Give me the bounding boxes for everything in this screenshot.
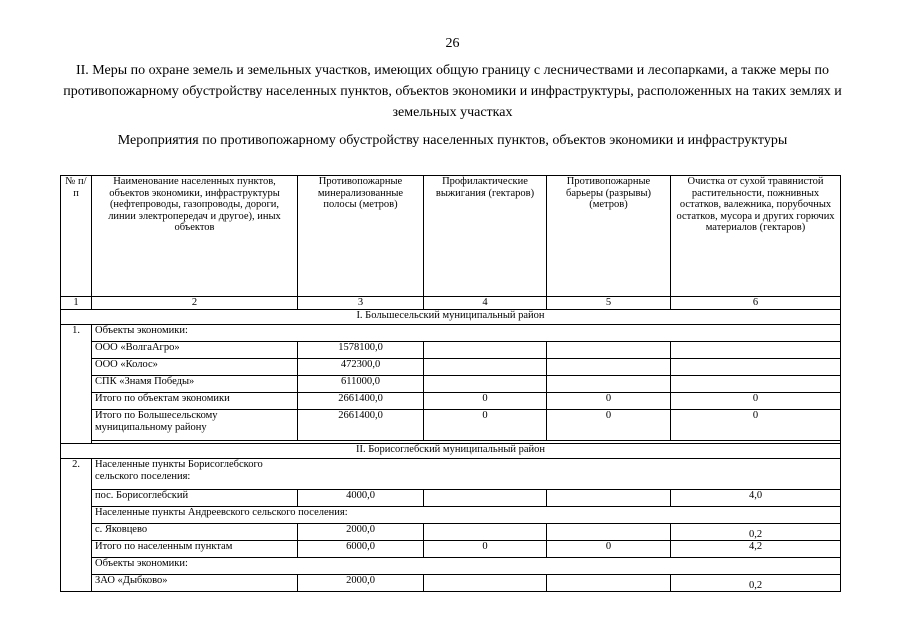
section-title-row bbox=[61, 310, 841, 325]
object-name: Итого по объектам экономики bbox=[92, 393, 298, 410]
cleanup-value: 4,0 bbox=[671, 490, 841, 507]
index-cell: 4 bbox=[424, 297, 547, 310]
burn-value bbox=[424, 524, 547, 541]
group-label: Населенные пункты Андреевского сельского поселения: bbox=[92, 507, 841, 524]
header-cell: № п/п bbox=[61, 176, 92, 297]
burn-value: 0 bbox=[424, 393, 547, 410]
cleanup-value bbox=[671, 342, 841, 359]
table-row bbox=[61, 575, 841, 592]
cleanup-value: 0,2 bbox=[671, 575, 841, 592]
table-row bbox=[61, 325, 841, 342]
burn-value bbox=[424, 359, 547, 376]
strip-value: 2000,0 bbox=[298, 524, 424, 541]
section-title-row bbox=[61, 444, 841, 459]
strip-value: 6000,0 bbox=[298, 541, 424, 558]
object-name: ЗАО «Дыбково» bbox=[92, 575, 298, 592]
burn-value: 0 bbox=[424, 410, 547, 441]
table-row bbox=[61, 524, 841, 541]
table-row bbox=[61, 558, 841, 575]
index-cell: 6 bbox=[671, 297, 841, 310]
barrier-value bbox=[547, 575, 671, 592]
cleanup-value bbox=[671, 376, 841, 393]
object-name: ООО «ВолгаАгро» bbox=[92, 342, 298, 359]
strip-value: 4000,0 bbox=[298, 490, 424, 507]
strip-value: 2661400,0 bbox=[298, 410, 424, 441]
header-row bbox=[61, 176, 841, 297]
section-title: I. Большесельский муниципальный район bbox=[61, 310, 841, 325]
header-cell: Противопожарные минерализованные полосы (метров) bbox=[298, 176, 424, 297]
table-row bbox=[61, 410, 841, 441]
cleanup-value: 4,2 bbox=[671, 541, 841, 558]
table-row bbox=[61, 507, 841, 524]
index-cell: 5 bbox=[547, 297, 671, 310]
header-cell: Очистка от сухой травянистой растительности, пожнивных остатков, валежника, порубочных остатков, мусора и других горючих материалов (гектаров) bbox=[671, 176, 841, 297]
header-cell: Профилактические выжигания (гектаров) bbox=[424, 176, 547, 297]
barrier-value: 0 bbox=[547, 410, 671, 441]
burn-value bbox=[424, 575, 547, 592]
index-cell: 2 bbox=[92, 297, 298, 310]
strip-value: 2661400,0 bbox=[298, 393, 424, 410]
barrier-value bbox=[547, 524, 671, 541]
barrier-value: 0 bbox=[547, 393, 671, 410]
cleanup-value bbox=[671, 359, 841, 376]
barrier-value: 0 bbox=[547, 541, 671, 558]
barrier-value bbox=[547, 376, 671, 393]
row-number: 1. bbox=[61, 325, 92, 444]
cleanup-value: 0,2 bbox=[671, 524, 841, 541]
table-row bbox=[61, 342, 841, 359]
burn-value: 0 bbox=[424, 541, 547, 558]
cleanup-value: 0 bbox=[671, 393, 841, 410]
measures-table bbox=[60, 175, 841, 592]
object-name: ООО «Колос» bbox=[92, 359, 298, 376]
barrier-value bbox=[547, 359, 671, 376]
index-cell: 1 bbox=[61, 297, 92, 310]
strip-value: 2000,0 bbox=[298, 575, 424, 592]
strip-value: 472300,0 bbox=[298, 359, 424, 376]
column-index-row bbox=[61, 297, 841, 310]
cleanup-value: 0 bbox=[671, 410, 841, 441]
header-cell: Противопожарные барьеры (разрывы) (метров) bbox=[547, 176, 671, 297]
row-number: 2. bbox=[61, 459, 92, 592]
table-row bbox=[61, 541, 841, 558]
object-name: пос. Борисоглебский bbox=[92, 490, 298, 507]
strip-value: 611000,0 bbox=[298, 376, 424, 393]
barrier-value bbox=[547, 342, 671, 359]
page-number: 26 bbox=[445, 36, 460, 51]
object-name: СПК «Знамя Победы» bbox=[92, 376, 298, 393]
table-row bbox=[61, 459, 841, 490]
table-caption: Мероприятия по противопожарному обустройству населенных пунктов, объектов экономики и инфраструктуры bbox=[117, 133, 788, 148]
object-name: с. Яковцево bbox=[92, 524, 298, 541]
table-row bbox=[61, 359, 841, 376]
burn-value bbox=[424, 490, 547, 507]
group-label-text: Населенные пункты Борисоглебского сельского поселения: bbox=[95, 459, 263, 482]
table-row bbox=[61, 376, 841, 393]
object-name: Итого по населенным пунктам bbox=[92, 541, 298, 558]
table-row bbox=[61, 490, 841, 507]
table-row bbox=[61, 393, 841, 410]
barrier-value bbox=[547, 490, 671, 507]
strip-value: 1578100,0 bbox=[298, 342, 424, 359]
index-cell: 3 bbox=[298, 297, 424, 310]
burn-value bbox=[424, 376, 547, 393]
object-name: Итого по Большесельскому муниципальному району bbox=[92, 410, 298, 441]
group-label: Объекты экономики: bbox=[92, 325, 841, 342]
section-heading: II. Меры по охране земель и земельных участков, имеющих общую границу с лесничествами и лесопарками, а также меры по противопожарному обустройству населенных пунктов, объектов экономики и инфраструктуры, расположенных на таких землях и земельных участках bbox=[63, 63, 842, 120]
burn-value bbox=[424, 342, 547, 359]
group-label: Объекты экономики: bbox=[92, 558, 841, 575]
header-cell: Наименование населенных пунктов, объектов экономики, инфраструктуры (нефтепроводы, газопроводы, дороги, линии электропередач и другое), иных объектов bbox=[92, 176, 298, 297]
group-label bbox=[92, 459, 841, 490]
section-title: II. Борисоглебский муниципальный район bbox=[61, 444, 841, 459]
